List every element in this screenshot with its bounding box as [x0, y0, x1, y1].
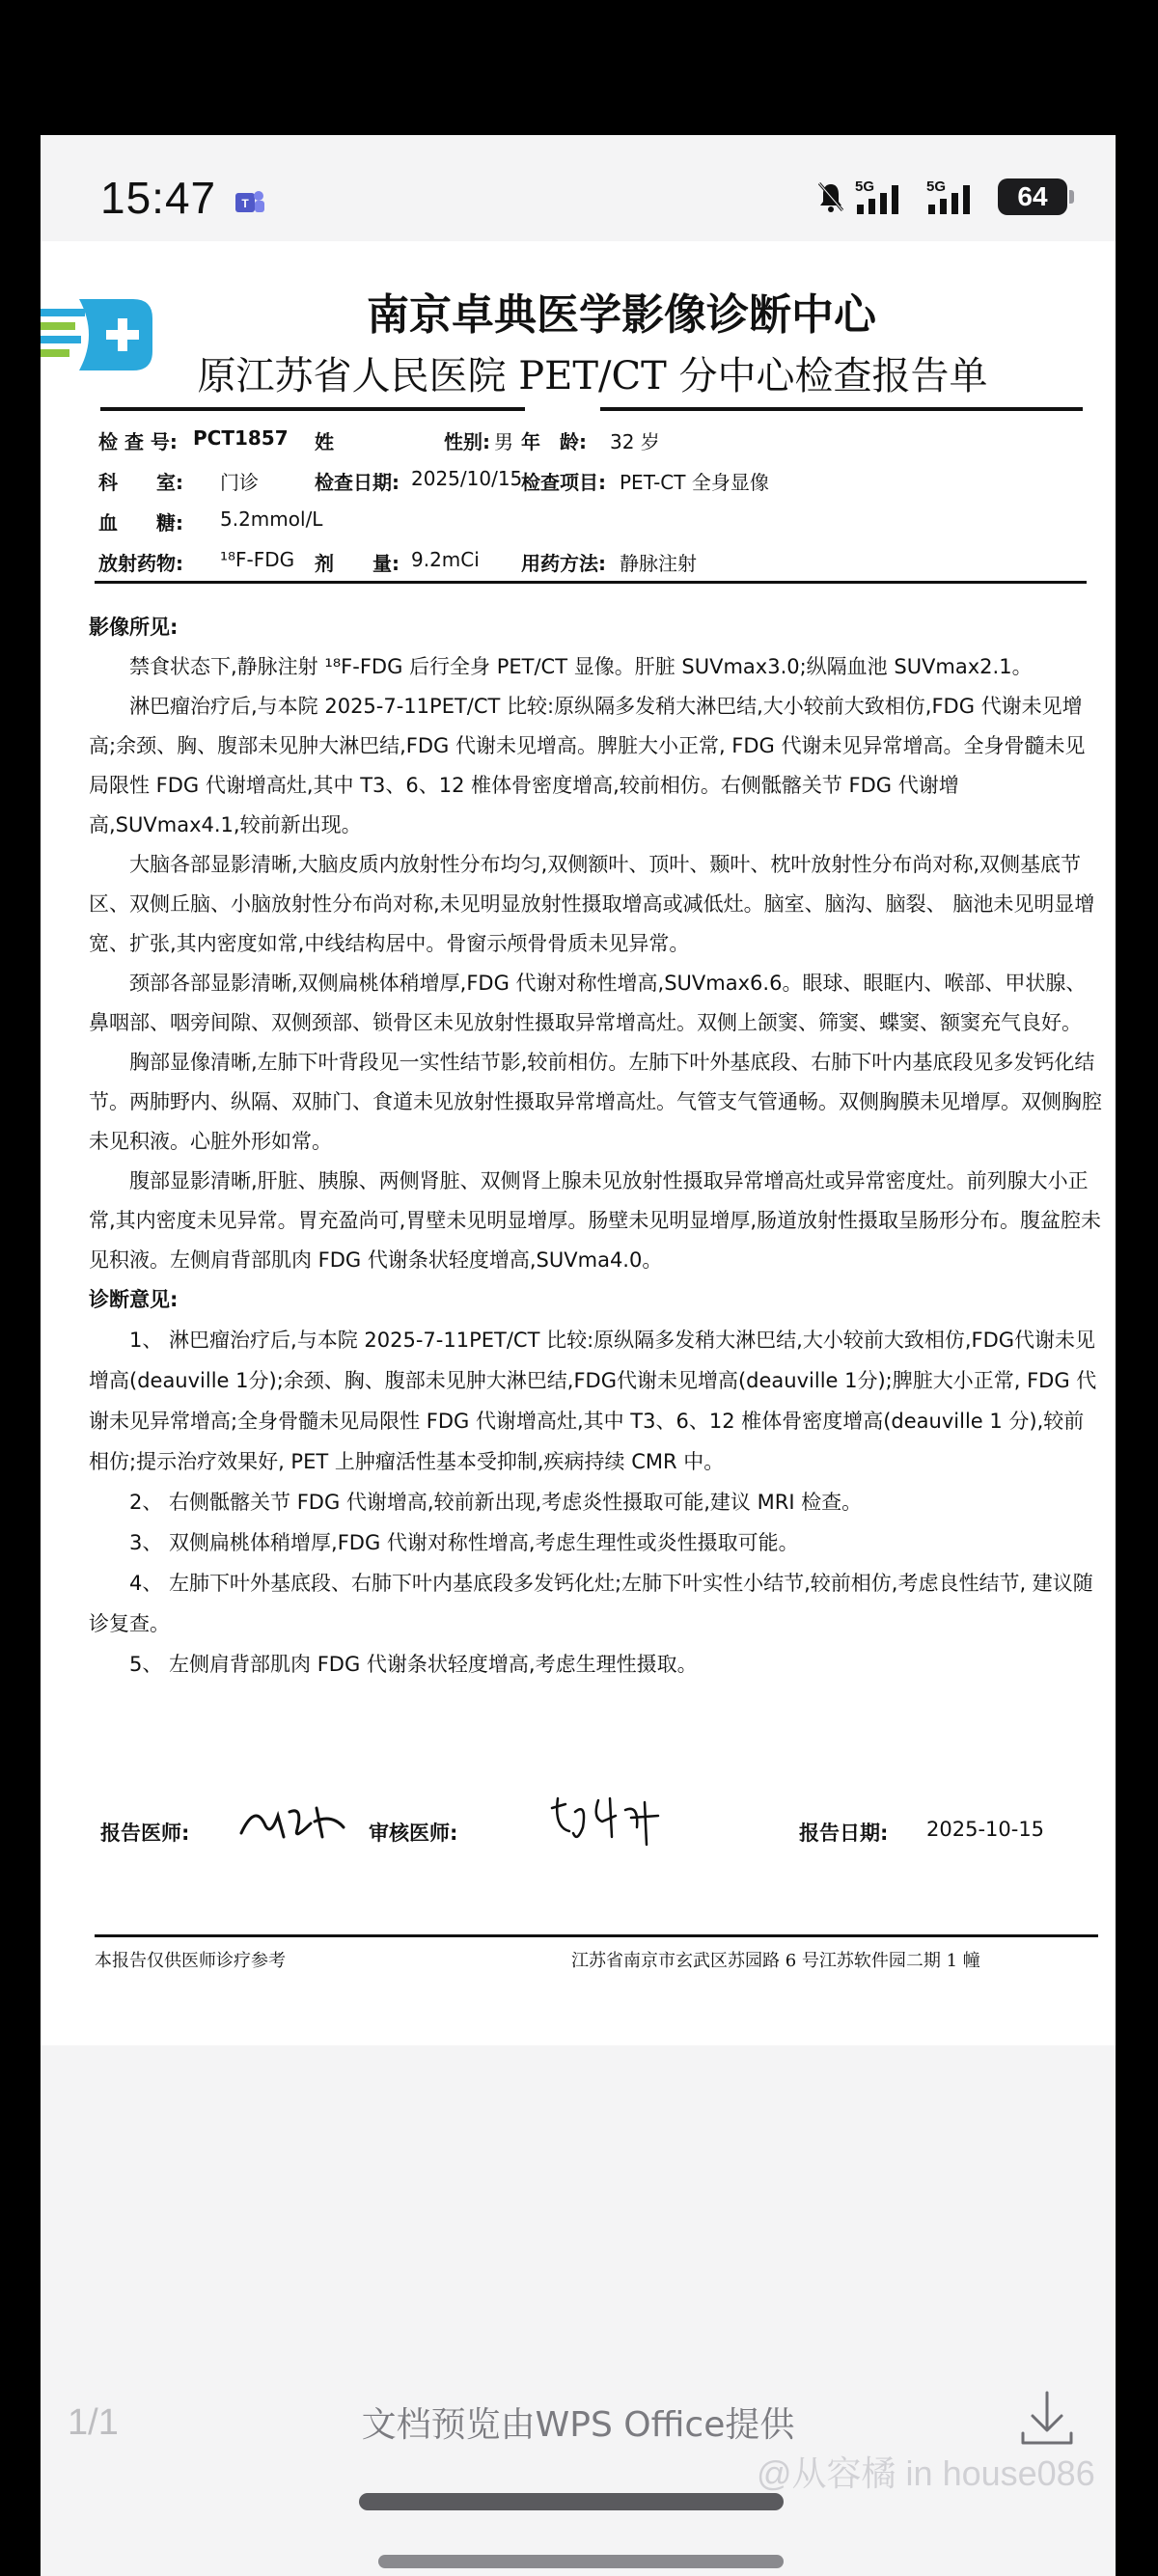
report-body [89, 608, 1102, 1685]
method-value: 静脉注射 [620, 552, 697, 575]
battery-icon: 64 [998, 178, 1067, 215]
exam-no-label: 检 查 号: [98, 430, 178, 453]
dept-label: 科 室: [98, 471, 183, 494]
signal-icon-2 [926, 178, 988, 216]
report-subtitle: 原江苏省人民医院 PET/CT 分中心检查报告单 [197, 354, 988, 398]
signal-label-2: 5G [926, 178, 947, 195]
info-row-4 [98, 540, 1083, 581]
home-indicator[interactable] [378, 2555, 784, 2568]
page-indicator: 1/1 [68, 2402, 119, 2443]
report-title: 南京卓典医学影像诊断中心 [367, 290, 876, 340]
age-label-2: 龄: [560, 430, 587, 453]
drug-value: ¹⁸F-FDG [220, 548, 295, 571]
report-date: 2025-10-15 [926, 1818, 1045, 1841]
patient-info [98, 419, 1083, 581]
drug-label: 放射药物: [98, 552, 183, 575]
sex-value: 男 [494, 430, 513, 453]
dose-value: 9.2mCi [411, 548, 480, 571]
date-label: 检查日期: [315, 471, 400, 494]
item-value: PET-CT 全身显像 [620, 471, 769, 494]
teams-icon [234, 187, 266, 216]
findings-paragraph: 大脑各部显影清晰,大脑皮质内放射性分布均匀,双侧额叶、顶叶、颞叶、枕叶放射性分布尚对称,双侧基底节区、双侧丘脑、小脑放射性分布尚对称,未见明显放射性摄取增高或减低灶。脑室、脑沟、脑裂、 脑池未见明显增宽、扩张,其内密度如常,中线结构居中。骨窗示颅骨骨质未见异常。 [89, 853, 1095, 955]
doctor-label: 报告医师: [100, 1822, 190, 1845]
glucose-value: 5.2mmol/L [220, 507, 323, 531]
diagnosis-item: 4、 左肺下叶外基底段、右肺下叶内基底段多发钙化灶;左肺下叶实性小结节,较前相仿,考虑良性结节, 建议随诊复查。 [89, 1572, 1093, 1635]
exam-no: PCT1857 [193, 426, 289, 450]
info-row-3 [98, 500, 1083, 540]
report-date-label: 报告日期: [799, 1822, 889, 1845]
scroll-bar[interactable] [359, 2493, 784, 2510]
findings-paragraph: 颈部各部显影清晰,双侧扁桃体稍增厚,FDG 代谢对称性增高,SUVmax6.6。眼球、眼眶内、喉部、甲状腺、鼻咽部、咽旁间隙、双侧颈部、锁骨区未见放射性摄取异常增高灶。双侧上颌窦、筛窦、蝶窦、额窦充气良好。 [89, 972, 1087, 1034]
signal-icon-1 [855, 178, 917, 216]
diagnosis-item: 1、 淋巴瘤治疗后,与本院 2025-7-11PET/CT 比较:原纵隔多发稍大淋巴结,大小较前大致相仿,FDG代谢未见增高(deauville 1分);余颈、胸、腹部未见肿大淋巴结,FDG代谢未见增高(deauville 1分);脾脏大小正常, FDG 代谢未见异常增高;全身骨髓未见局限性 FDG 代谢增高灶,其中 T3、6、12 椎体骨密度增高(deauville 1 分),较前相仿;提示治疗效果好, PET 上肿瘤活性基本受抑制,疾病持续 CMR 中。 [89, 1329, 1097, 1473]
header-rule-right [600, 407, 1083, 411]
diagnosis-item: 3、 双侧扁桃体稍增厚,FDG 代谢对称性增高,考虑生理性或炎性摄取可能。 [129, 1531, 799, 1554]
item-label: 检查项目: [521, 471, 606, 494]
report-page [41, 241, 1116, 2045]
footer-rule [95, 1934, 1098, 1937]
svg-text:T: T [241, 197, 249, 210]
sex-label: 性别: [444, 430, 490, 453]
reviewer-signature [544, 1789, 670, 1852]
status-time: 15:47 [100, 173, 217, 223]
diagnosis-item: 2、 右侧骶髂关节 FDG 代谢增高,较前新出现,考虑炎性摄取可能,建议 MRI 检查。 [129, 1491, 863, 1514]
findings-title: 影像所见: [89, 616, 179, 639]
status-right [816, 178, 1067, 216]
doctor-signature [235, 1795, 351, 1852]
age-value: 32 岁 [610, 430, 660, 453]
dept-value: 门诊 [220, 471, 259, 494]
footer-address: 江苏省南京市玄武区苏园路 6 号江苏软件园二期 1 幢 [571, 1951, 980, 1971]
signature-row [100, 1795, 1065, 1872]
method-label: 用药方法: [521, 552, 606, 575]
findings-paragraph: 禁食状态下,静脉注射 ¹⁸F-FDG 后行全身 PET/CT 显像。肝脏 SUVmax3.0;纵隔血池 SUVmax2.1。 [129, 655, 1033, 678]
signal-label-1: 5G [855, 178, 875, 195]
bell-muted-icon [816, 180, 845, 213]
download-icon[interactable] [1013, 2385, 1081, 2453]
diagnosis-item: 5、 左侧肩背部肌肉 FDG 代谢条状轻度增高,考虑生理性摄取。 [129, 1653, 698, 1676]
wps-provider-text: 文档预览由WPS Office提供 [361, 2405, 795, 2445]
status-bar [41, 135, 1116, 241]
findings-paragraph: 腹部显影清晰,肝脏、胰腺、两侧肾脏、双侧肾上腺未见放射性摄取异常增高灶或异常密度灶。前列腺大小正常,其内密度未见异常。胃充盈尚可,胃壁未见明显增厚。肠壁未见明显增厚,肠道放射性摄取呈肠形分布。腹盆腔未见积液。左侧肩背部肌肉 FDG 代谢条状轻度增高,SUVma4.0。 [89, 1169, 1102, 1272]
info-row-2 [98, 459, 1083, 500]
phone-screen [41, 135, 1116, 2576]
info-row-1 [98, 419, 1083, 459]
info-rule [95, 581, 1087, 584]
diagnosis-title: 诊断意见: [89, 1288, 179, 1311]
footer-note: 本报告仅供医师诊疗参考 [95, 1951, 286, 1971]
name-label: 姓 [315, 430, 334, 453]
findings-paragraph: 胸部显像清晰,左肺下叶背段见一实性结节影,较前相仿。左肺下叶外基底段、右肺下叶内基底段见多发钙化结节。两肺野内、纵隔、双肺门、食道未见放射性摄取异常增高灶。气管支气管通畅。双侧胸膜未见增厚。双侧胸腔未见积液。心脏外形如常。 [89, 1051, 1102, 1153]
glucose-label: 血 糖: [98, 511, 183, 534]
reviewer-label: 审核医师: [369, 1822, 458, 1845]
date-value: 2025/10/15 [411, 467, 523, 490]
watermark: @从容橘 in house086 [757, 2453, 1095, 2493]
age-label: 年 [521, 430, 540, 453]
dose-label: 剂 量: [315, 552, 400, 575]
findings-paragraph: 淋巴瘤治疗后,与本院 2025-7-11PET/CT 比较:原纵隔多发稍大淋巴结,大小较前大致相仿,FDG 代谢未见增高;余颈、胸、腹部未见肿大淋巴结,FDG 代谢未见增高。脾脏大小正常, FDG 代谢未见异常增高。全身骨髓未见局限性 FDG 代谢增高灶,其中 T3、6、12 椎体骨密度增高,较前相仿。右侧骶髂关节 FDG 代谢增高,SUVmax4.1,较前新出现。 [89, 695, 1086, 836]
header-rule-left [100, 407, 525, 411]
